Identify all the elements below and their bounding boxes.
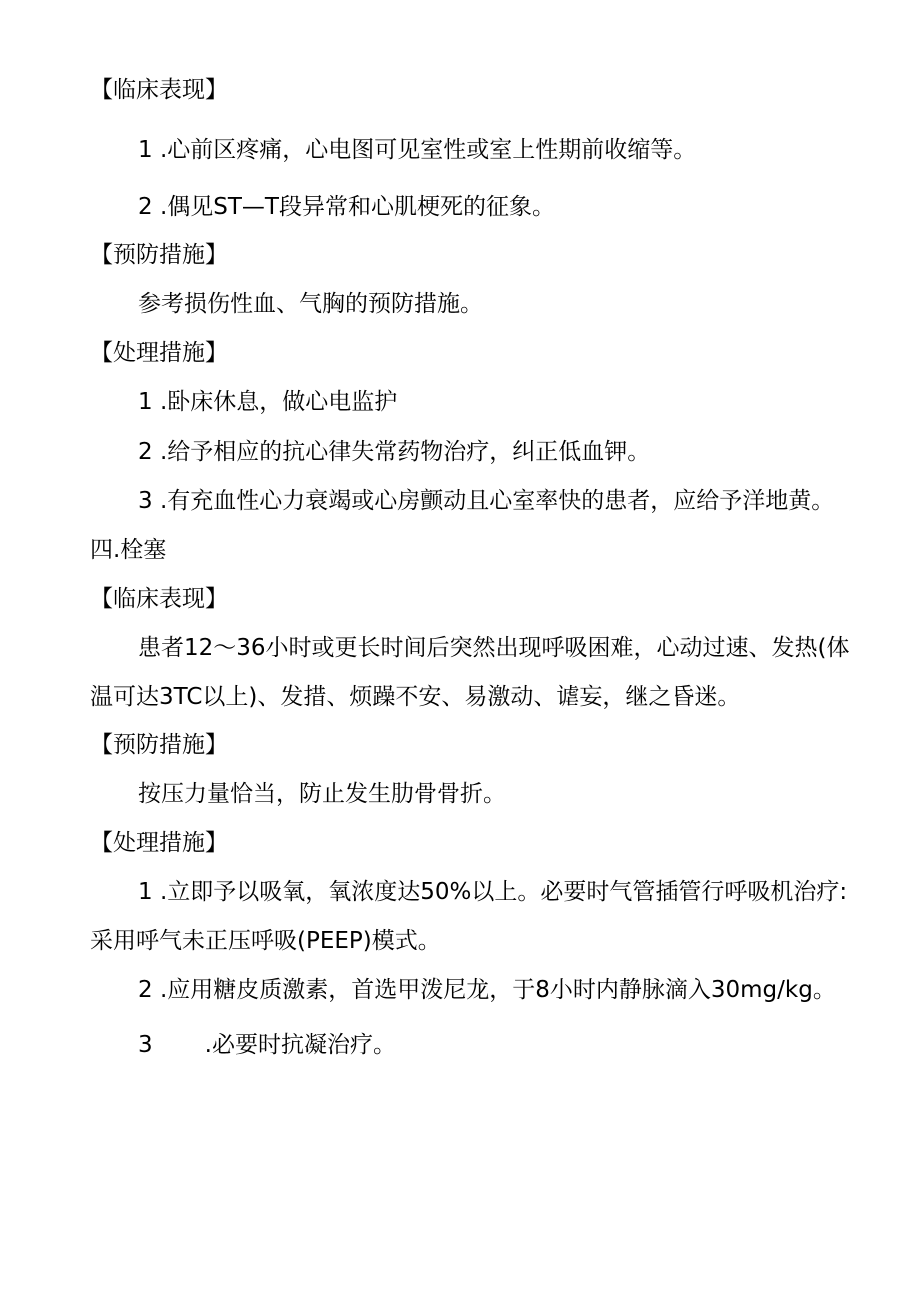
clinical-text-2-line1: 患者12～36小时或更长时间后突然出现呼吸困难，心动过速、发热(体 <box>138 635 850 661</box>
treatment-item-2-3-text: .必要时抗凝治疗。 <box>204 1032 396 1058</box>
prevention-text-1: 参考损伤性血、气胸的预防措施。 <box>138 291 483 317</box>
clinical-heading-1: 【临床表现】 <box>90 77 228 103</box>
treatment-item-2-3-number: 3 <box>138 1032 153 1058</box>
clinical-item-2: 2 .偶见ST—T段异常和心肌梗死的征象。 <box>138 194 555 220</box>
treatment-item-2-1-line1: 1 .立即予以吸氧，氧浓度达50%以上。必要时气管插管行呼吸机治疗: <box>138 879 848 905</box>
clinical-item-1: 1 .心前区疼痛，心电图可见室性或室上性期前收缩等。 <box>138 137 697 163</box>
prevention-heading-2: 【预防措施】 <box>90 732 228 758</box>
prevention-heading-1: 【预防措施】 <box>90 242 228 268</box>
treatment-item-2-2: 2 .应用糖皮质激素，首选甲泼尼龙，于8小时内静脉滴入30mg/kg。 <box>138 977 836 1003</box>
treatment-item-3: 3 .有充血性心力衰竭或心房颤动且心室率快的患者，应给予洋地黄。 <box>138 488 835 514</box>
treatment-item-2: 2 .给予相应的抗心律失常药物治疗，纠正低血钾。 <box>138 439 651 465</box>
clinical-text-2-line2: 温可达3TC以上)、发措、烦躁不安、易激动、谑妄，继之昏迷。 <box>90 684 741 710</box>
prevention-text-2: 按压力量恰当，防止发生肋骨骨折。 <box>138 781 506 807</box>
treatment-item-1: 1 .卧床休息，做心电监护 <box>138 389 398 415</box>
treatment-item-2-1-line2: 采用呼气未正压呼吸(PEEP)模式。 <box>90 928 441 954</box>
clinical-heading-2: 【临床表现】 <box>90 586 228 612</box>
treatment-heading-1: 【处理措施】 <box>90 340 228 366</box>
treatment-item-2-3 <box>138 1031 396 1061</box>
section-title-embolism: 四.栓塞 <box>90 537 167 563</box>
treatment-heading-2: 【处理措施】 <box>90 830 228 856</box>
